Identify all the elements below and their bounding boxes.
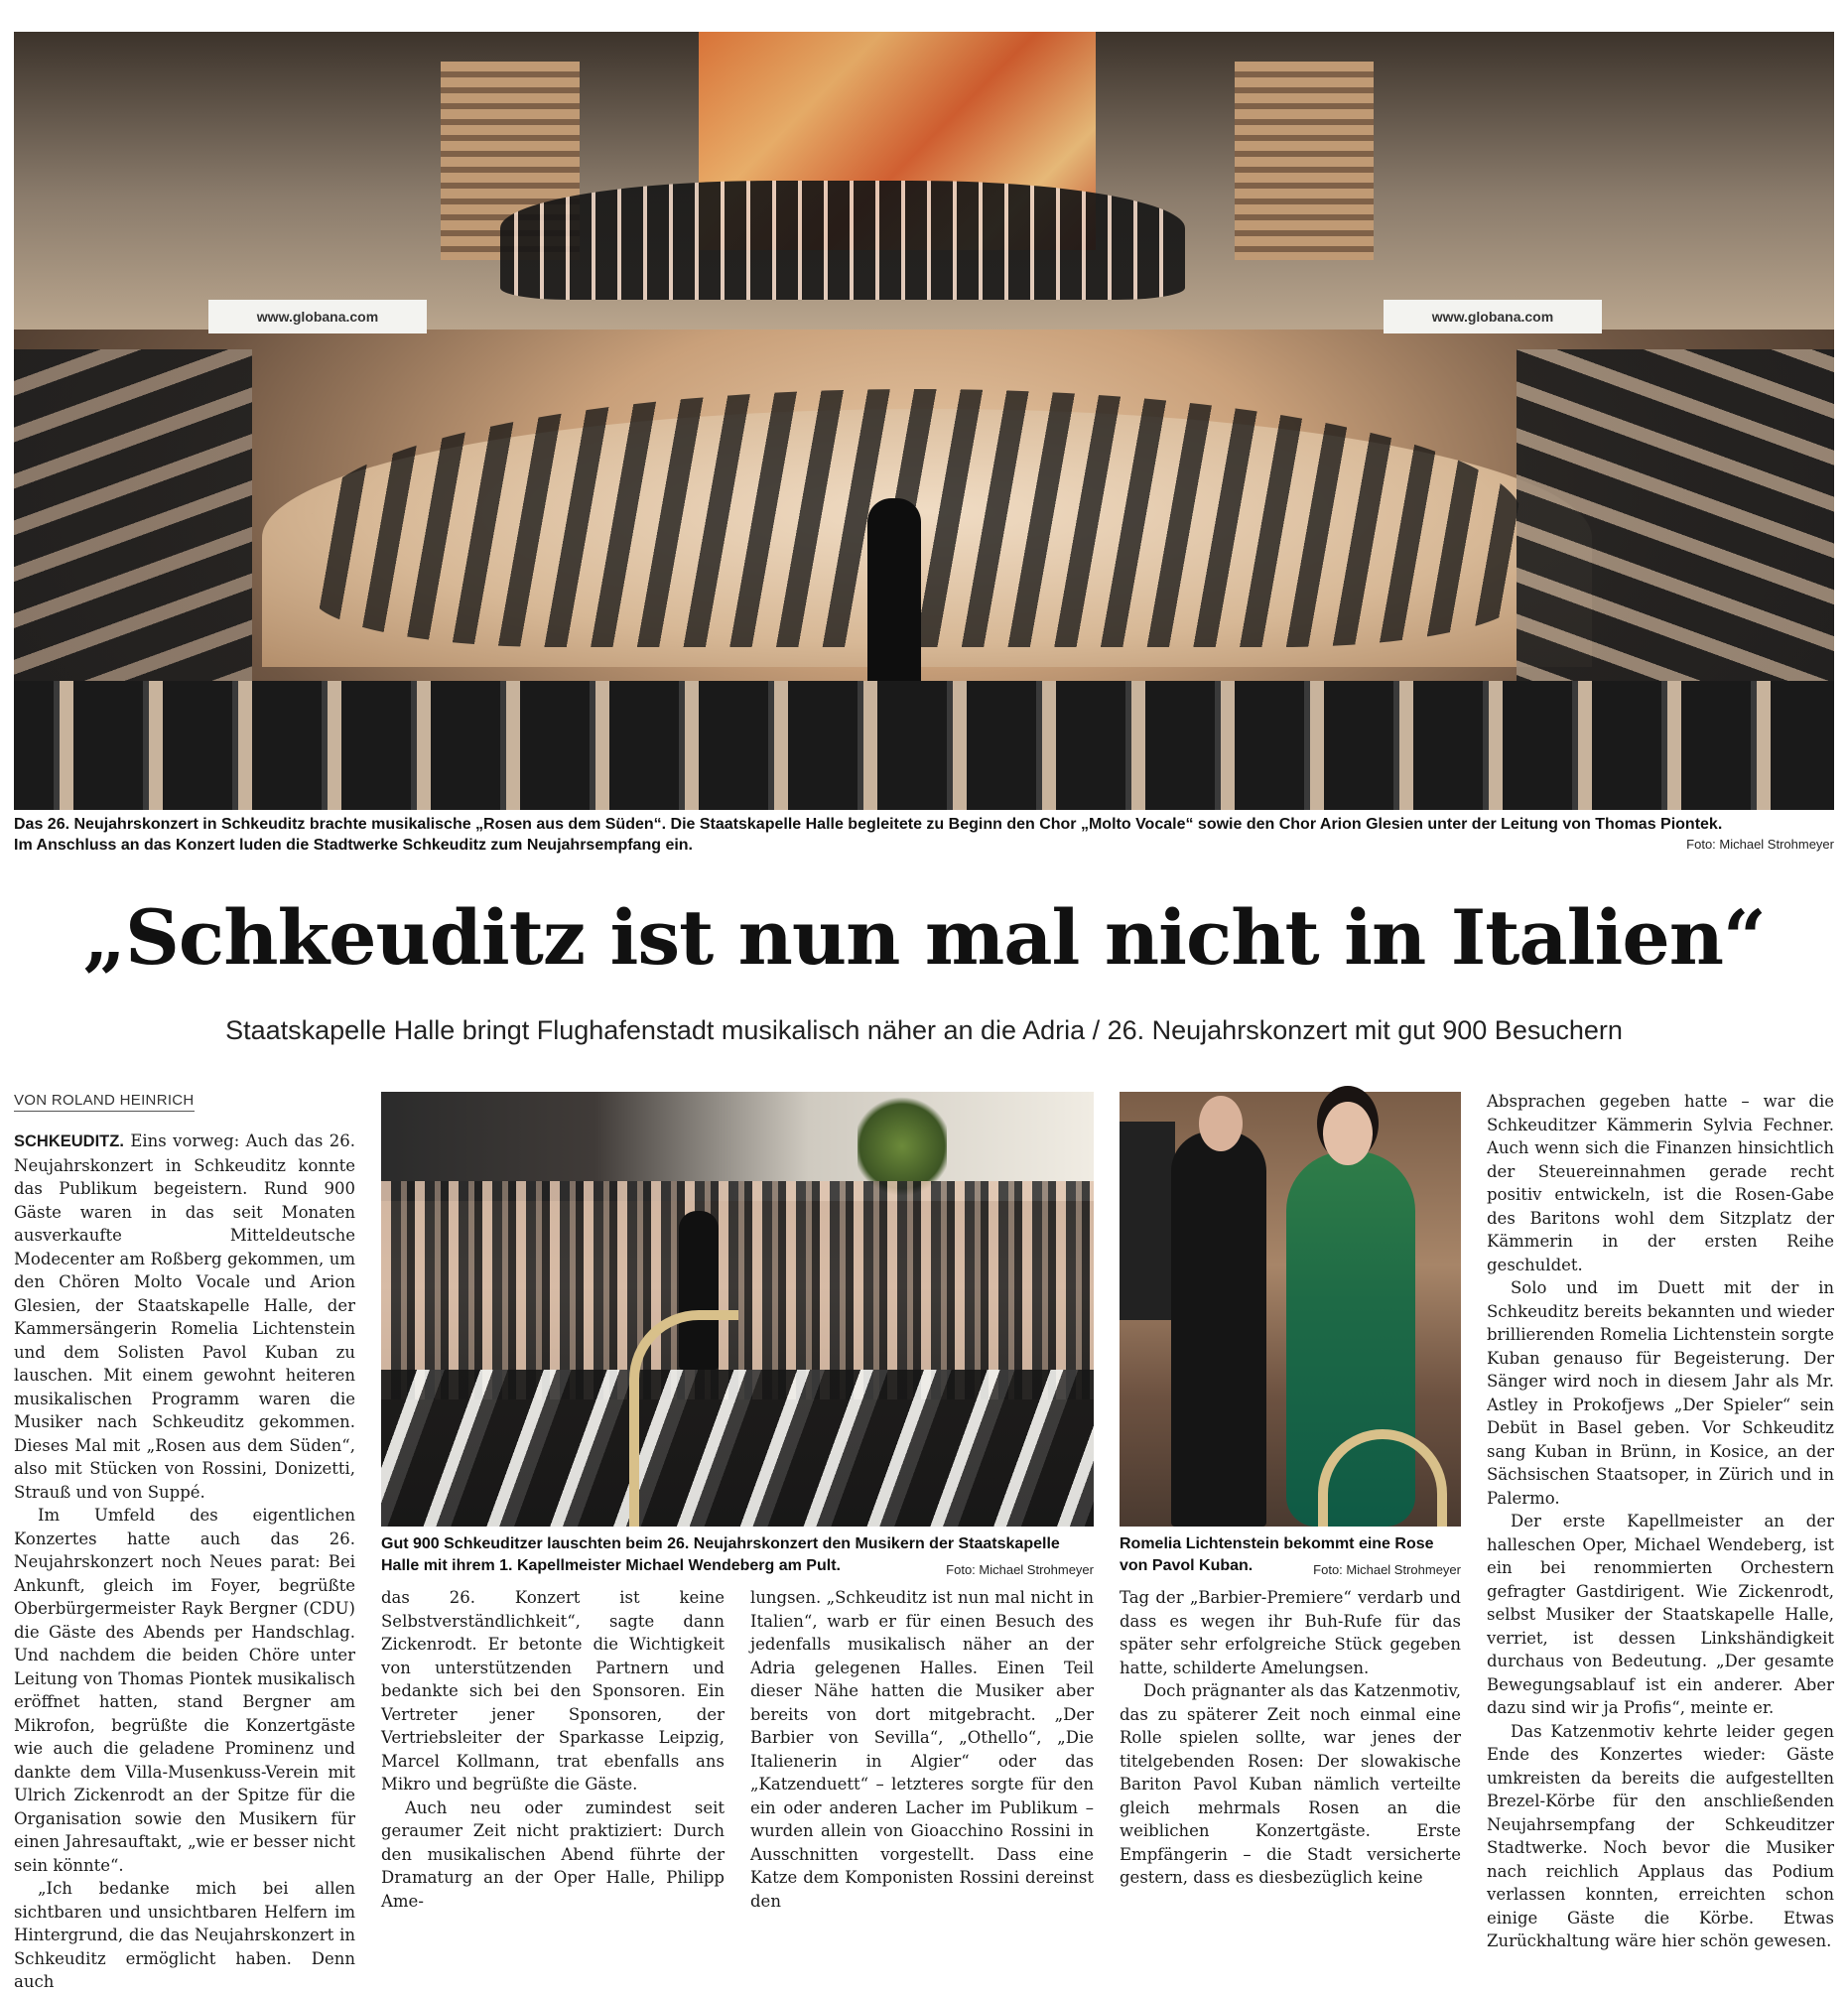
paragraph: Tag der „Barbier-Premiere“ verdarb und dass es wegen ihr Buh-Rufe für das später sehr erfolgreiche Stück gegeben hatte, schilderte Amelungsen. bbox=[1120, 1588, 1461, 1677]
article-column-5 bbox=[1487, 1090, 1834, 1950]
paragraph-text: Eins vorweg: Auch das 26. Neujahrskonzert in Schkeuditz konnte das Publikum begeistern. Rund 900 Gäste waren in das seit Monaten ausverkaufte Mitteldeutsche Modecenter am Roßberg gekommen, um den Chören Molto Vocale und Arion Glesien, der Staatskapelle Halle, der Kammersängerin Romelia Lichtenstein und dem Solisten Pavol Kuban zu lauschen. Mit einem gewohnt heiteren musikalischen Programm waren die Musiker nach Schkeuditz gekommen. Dieses Mal mit „Rosen aus dem Süden“, also mit Stücken von Rossini, Donizetti, Strauß und von Suppé. bbox=[14, 1131, 355, 1502]
audience-right bbox=[1517, 349, 1834, 707]
right-caption-text: Romelia Lichtenstein bekommt eine Rose von Pavol Kuban. bbox=[1120, 1535, 1434, 1574]
harp bbox=[629, 1310, 738, 1527]
mid-photo-caption bbox=[381, 1533, 1094, 1577]
article-column-1 bbox=[14, 1130, 355, 1991]
top-photo-credit: Foto: Michael Strohmeyer bbox=[1686, 837, 1834, 852]
banner-right: www.globana.com bbox=[1384, 300, 1602, 333]
top-photo-caption bbox=[14, 814, 1834, 856]
staircase-right bbox=[1235, 62, 1374, 260]
article-column-2 bbox=[381, 1586, 725, 1911]
background-person bbox=[1120, 1122, 1175, 1320]
paragraph: Absprachen gegeben hatte – war die Schkeuditzer Kämmerin Sylvia Fechner. Auch wenn sich die Finanzen hinsichtlich der Steuereinnahmen gerade recht positiv entwickeln, ist die Rosen-Gabe des Baritons wohl dem Sitzplatz der Kämmerin in der ersten Reihe geschuldet. bbox=[1487, 1092, 1834, 1274]
paragraph: Doch prägnanter als das Katzenmotiv, das zu späterer Zeit noch einmal eine Rolle spielen sollte, war jenes der titelgebenden Rosen: Der slowakische Bariton Pavol Kuban nämlich verteilte gleich mehrmals Rosen an die weiblichen Konzertgäste. Erste Empfängerin – die Stadt versicherte gestern, dass es diesbezüglich keine bbox=[1120, 1681, 1461, 1887]
paragraph: Der erste Kapellmeister an der halleschen Oper, Michael Wendeberg, ist ein bei renommierten Orchestern gefragter Gastdirigent. Wie Zickenrodt, selbst Musiker der Staatskapelle Halle, verriet, ist dessen Linkshändigkeit durchaus von Bedeutung. „Der gesamte Bewegungsablauf ist ein anderer. Aber dazu sind wir ja Profis“, meinte er. bbox=[1487, 1512, 1834, 1717]
article-column-3 bbox=[750, 1586, 1094, 1911]
banner-left: www.globana.com bbox=[208, 300, 427, 333]
paragraph: Das Katzenmotiv kehrte leider gegen Ende des Konzertes wieder: Gäste umkreisten da bereits die aufgestellten Brezel-Körbe für den anschließenden Neujahrsempfang der Schkeuditzer Stadtwerke. Noch bevor die Musiker nach reichlich Applaus das Podium verlassen konnten, erreichten schon einige Gäste die Körbe. Etwas Zurückhaltung wäre hier schön gewesen. bbox=[1487, 1721, 1834, 1950]
choir bbox=[500, 181, 1185, 300]
baritone-singer bbox=[1171, 1131, 1266, 1527]
paragraph: Im Umfeld des eigentlichen Konzertes hatte auch das 26. Neujahrskonzert noch Neues parat: Bei Ankunft, gleich im Foyer, begrüßte Oberbürgermeister Rayk Bergner (CDU) die Gäste des Abends per Handschlag. Und nachdem die beiden Chöre unter Leitung von Thomas Piontek musikalisch eröffnet hatten, stand Bergner am Mikrofon, begrüßte die Konzertgäste wie auch die geladene Prominenz und dankte dem Villa-Musenkuss-Verein mit Ulrich Zickenrodt an der Spitze für die Organisation sowie den Musikern für einen Jahresauftakt, „wie er besser nicht sein könnte“. bbox=[14, 1506, 355, 1875]
headline: „Schkeuditz ist nun mal nicht in Italien“ bbox=[82, 893, 1766, 982]
subheadline: Staatskapelle Halle bringt Flughafenstadt musikalisch näher an die Adria / 26. Neujahrskonzert mit gut 900 Besuchern bbox=[225, 1015, 1623, 1045]
paragraph: Auch neu oder zumindest seit geraumer Zeit nicht praktiziert: Durch den musikalischen Abend führte der Dramaturg an der Oper Halle, Philipp Ame- bbox=[381, 1797, 725, 1911]
singers-photo bbox=[1120, 1092, 1461, 1527]
mid-photo-credit: Foto: Michael Strohmeyer bbox=[946, 1562, 1094, 1577]
audience-left bbox=[14, 349, 252, 707]
top-caption-line-2: Im Anschluss an das Konzert luden die Stadtwerke Schkeuditz zum Neujahrsempfang ein. bbox=[14, 837, 693, 854]
orchestra-audience-photo bbox=[381, 1092, 1094, 1527]
paragraph: Solo und im Duett mit der in Schkeuditz bereits bekannten und wieder brillierenden Romelia Lichtenstein sorgte Kuban genauso für Begeisterung. Der Sänger wird noch in diesem Jahr als Mr. Astley in Prokofjews „Der Spieler“ sein Debüt in Basel geben. Vor Schkeuditz sang Kuban in Brünn, in Kosice, an der Sächsischen Staatsoper, in Zürich und in Palermo. bbox=[1487, 1278, 1834, 1508]
audience-front bbox=[14, 681, 1834, 810]
byline: VON ROLAND HEINRICH bbox=[14, 1092, 195, 1112]
paragraph: das 26. Konzert ist keine Selbstverständlichkeit“, sagte dann Zickenrodt. Er betonte die Wichtigkeit von unterstützenden Partnern und bedankte sich bei den Sponsoren. Ein Vertreter jener Sponsoren, der Vertriebsleiter der Sparkasse Leipzig, Marcel Kollmann, trat ebenfalls ans Mikro und begrüßte die Gäste. bbox=[381, 1588, 725, 1794]
baritone-head bbox=[1199, 1096, 1243, 1151]
conductor bbox=[867, 498, 921, 697]
article-column-4 bbox=[1120, 1586, 1461, 1887]
right-photo-caption bbox=[1120, 1533, 1461, 1577]
paragraph bbox=[14, 1130, 355, 1504]
paragraph: „Ich bedanke mich bei allen sichtbaren und unsichtbaren Helfern im Hintergrund, die das Neujahrskonzert in Schkeuditz ermöglicht haben. Denn auch bbox=[14, 1879, 355, 1991]
paragraph: lungsen. „Schkeuditz ist nun mal nicht in Italien“, warb er für einen Besuch des jedenfalls musikalisch näher an der Adria gelegenen Halles. Einen Teil dieser Nähe hatten die Musiker aber bereits von dort mitgebracht. „Der Barbier von Sevilla“, „Othello“, „Die Italienerin in Algier“ oder das „Katzenduett“ – letzteres sorgte für den ein oder anderen Lacher im Publikum – wurden allein von Gioacchino Rossini in Ausschnitten vorgestellt. Dass eine Katze dem Komponisten Rossini dereinst den bbox=[750, 1588, 1094, 1911]
soprano-head bbox=[1323, 1102, 1373, 1165]
dateline: SCHKEUDITZ. bbox=[14, 1132, 124, 1150]
top-caption-line-1: Das 26. Neujahrskonzert in Schkeuditz brachte musikalische „Rosen aus dem Süden“. Die Staatskapelle Halle begleitete zu Beginn den Chor „Molto Vocale“ sowie den Chor Arion Glesien unter der Leitung von Thomas Piontek. bbox=[14, 816, 1723, 833]
right-photo-credit: Foto: Michael Strohmeyer bbox=[1313, 1562, 1461, 1577]
concert-hall-photo bbox=[14, 32, 1834, 810]
mid-caption-text: Gut 900 Schkeuditzer lauschten beim 26. Neujahrskonzert den Musikern der Staatskapelle Halle mit ihrem 1. Kapellmeister Michael Wendeberg am Pult. bbox=[381, 1535, 1060, 1574]
